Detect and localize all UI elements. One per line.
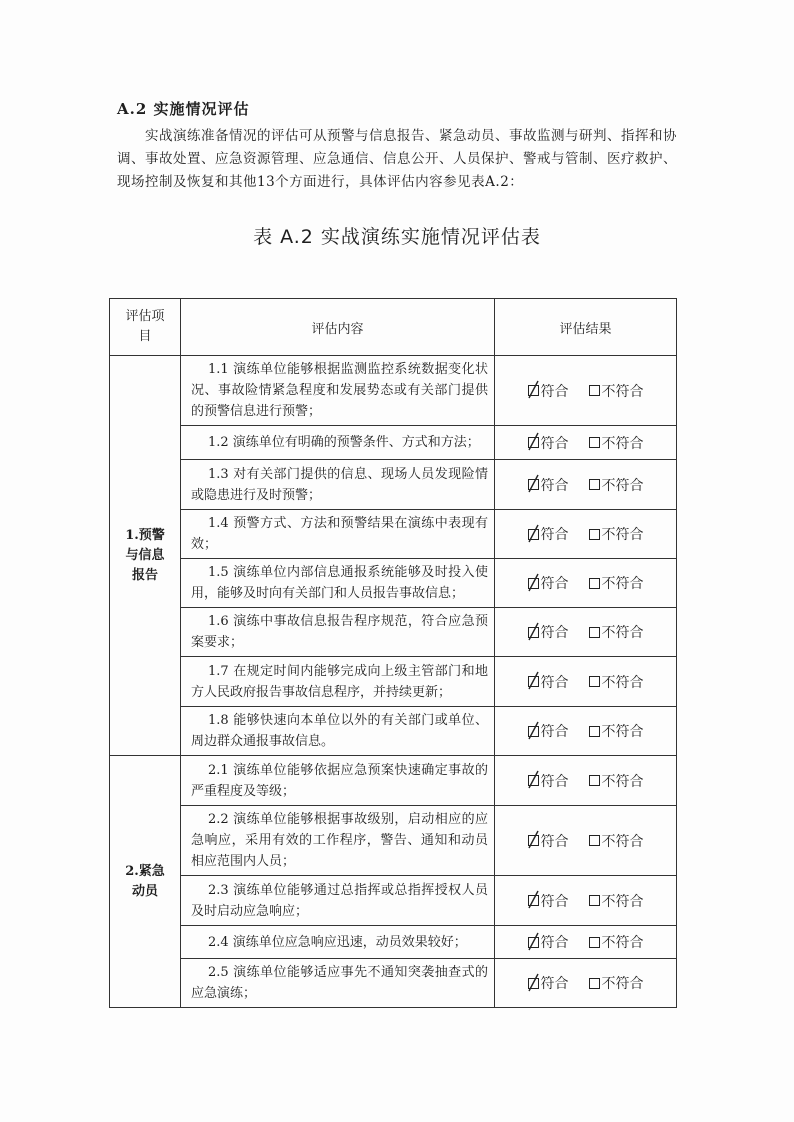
checkbox-icon: [589, 627, 600, 638]
checkbox-fail[interactable]: [589, 721, 644, 741]
option-pass-label: 符合: [540, 893, 569, 910]
criterion-text: 1.2 演练单位有明确的预警条件、方式和方法；: [181, 426, 495, 460]
table-header-row: [110, 299, 677, 356]
checkbox-icon: [528, 437, 539, 448]
table-row: [110, 926, 677, 959]
checkbox-fail[interactable]: [589, 524, 644, 544]
result-cell: [495, 460, 677, 510]
criterion-text: 1.1 演练单位能够根据监测监控系统数据变化状况、事故险情紧急程度和发展势态或有关部门提供的预警信息进行预警；: [181, 356, 495, 426]
checkbox-pass[interactable]: [528, 721, 569, 741]
check-mark-icon: [526, 973, 542, 993]
result-cell: [495, 756, 677, 806]
checkbox-fail[interactable]: [589, 573, 644, 593]
option-pass-label: 符合: [540, 724, 569, 740]
option-fail-label: 不符合: [601, 935, 644, 951]
checkbox-pass[interactable]: [528, 771, 569, 791]
table-row: [110, 559, 677, 608]
checkbox-icon: [589, 676, 600, 687]
option-pass-label: 符合: [540, 383, 569, 400]
check-mark-icon: [526, 770, 542, 790]
check-mark-icon: [526, 721, 542, 741]
table-row: [110, 707, 677, 756]
checkbox-icon: [589, 437, 600, 448]
criterion-text: 2.3 演练单位能够通过总指挥或总指挥授权人员及时启动应急响应；: [181, 876, 495, 926]
criterion-text: 2.2 演练单位能够根据事故级别，启动相应的应急响应，采用有效的工作程序，警告、通知和动员相应范围内人员；: [181, 806, 495, 876]
checkbox-icon: [528, 775, 539, 786]
checkbox-pass[interactable]: [528, 672, 569, 692]
result-cell: [495, 356, 677, 426]
option-pass-label: 符合: [540, 435, 569, 452]
option-pass-label: 符合: [540, 527, 569, 543]
check-mark-icon: [526, 932, 542, 952]
evaluation-table: [109, 298, 677, 1008]
result-cell: [495, 707, 677, 756]
check-mark-icon: [526, 671, 542, 691]
result-cell: [495, 959, 677, 1008]
checkbox-fail[interactable]: [589, 831, 644, 851]
checkbox-icon: [528, 385, 539, 396]
checkbox-pass[interactable]: [528, 573, 569, 593]
criterion-text: 2.5 演练单位能够适应事先不通知突袭抽查式的应急演练；: [181, 959, 495, 1008]
table-row: [110, 806, 677, 876]
check-mark-icon: [526, 573, 542, 593]
criterion-text: 1.7 在规定时间内能够完成向上级主管部门和地方人民政府报告事故信息程序，并持续更新；: [181, 657, 495, 707]
checkbox-fail[interactable]: [589, 672, 644, 692]
table-row: [110, 510, 677, 559]
checkbox-icon: [528, 835, 539, 846]
criterion-text: 2.4 演练单位应急响应迅速，动员效果较好；: [181, 926, 495, 959]
checkbox-icon: [589, 937, 600, 948]
table-title: 表 A.2 实战演练实施情况评估表: [253, 226, 541, 248]
checkbox-icon: [528, 726, 539, 737]
checkbox-icon: [528, 578, 539, 589]
check-mark-icon: [526, 432, 542, 452]
check-mark-icon: [526, 622, 542, 642]
checkbox-fail[interactable]: [589, 433, 644, 453]
checkbox-pass[interactable]: [528, 622, 569, 642]
option-fail-label: 不符合: [601, 383, 644, 400]
option-pass-label: 符合: [540, 477, 569, 494]
option-pass-label: 符合: [540, 833, 569, 850]
checkbox-icon: [528, 895, 539, 906]
checkbox-icon: [589, 895, 600, 906]
group-label: [110, 356, 181, 756]
checkbox-icon: [589, 529, 600, 540]
option-fail-label: 不符合: [601, 527, 644, 543]
group-label: [110, 756, 181, 1008]
result-cell: [495, 926, 677, 959]
criterion-text: 1.4 预警方式、方法和预警结果在演练中表现有效；: [181, 510, 495, 559]
table-row: [110, 756, 677, 806]
checkbox-icon: [589, 578, 600, 589]
option-fail-label: 不符合: [601, 477, 644, 494]
checkbox-pass[interactable]: [528, 524, 569, 544]
result-cell: [495, 657, 677, 707]
result-cell: [495, 806, 677, 876]
header-item: 评估项目: [110, 299, 181, 356]
criterion-text: 1.6 演练中事故信息报告程序规范，符合应急预案要求；: [181, 608, 495, 657]
checkbox-icon: [528, 676, 539, 687]
checkbox-icon: [589, 479, 600, 490]
option-pass-label: 符合: [540, 773, 569, 790]
option-pass-label: 符合: [540, 935, 569, 951]
checkbox-fail[interactable]: [589, 771, 644, 791]
checkbox-icon: [589, 978, 600, 989]
checkbox-icon: [528, 529, 539, 540]
result-cell: [495, 876, 677, 926]
result-cell: [495, 510, 677, 559]
checkbox-icon: [589, 385, 600, 396]
checkbox-icon: [528, 627, 539, 638]
checkbox-icon: [528, 479, 539, 490]
table-row: [110, 460, 677, 510]
table-row: [110, 657, 677, 707]
checkbox-pass[interactable]: [528, 973, 569, 993]
option-pass-label: 符合: [540, 976, 569, 992]
check-mark-icon: [526, 524, 542, 544]
result-cell: [495, 426, 677, 460]
option-fail-label: 不符合: [601, 833, 644, 850]
table-row: [110, 959, 677, 1008]
option-pass-label: 符合: [540, 625, 569, 641]
checkbox-pass[interactable]: [528, 891, 569, 911]
section-heading: A.2 实施情况评估: [117, 100, 250, 118]
checkbox-fail[interactable]: [589, 932, 644, 952]
intro-paragraph: 实战演练准备情况的评估可从预警与信息报告、紧急动员、事故监测与研判、指挥和协调、事故处置、应急资源管理、应急通信、信息公开、人员保护、警戒与管制、医疗救护、现场控制及恢复和其他13个方面进行，具体评估内容参见表A.2：: [117, 128, 677, 190]
table-row: [110, 356, 677, 426]
check-mark-icon: [526, 380, 542, 400]
option-pass-label: 符合: [540, 576, 569, 592]
option-fail-label: 不符合: [601, 893, 644, 910]
criterion-text: 1.8 能够快速向本单位以外的有关部门或单位、周边群众通报事故信息。: [181, 707, 495, 756]
check-mark-icon: [526, 474, 542, 494]
checkbox-icon: [589, 726, 600, 737]
checkbox-pass[interactable]: [528, 475, 569, 495]
checkbox-pass[interactable]: [528, 831, 569, 851]
option-fail-label: 不符合: [601, 976, 644, 992]
checkbox-pass[interactable]: [528, 381, 569, 401]
checkbox-fail[interactable]: [589, 475, 644, 495]
criterion-text: 1.5 演练单位内部信息通报系统能够及时投入使用，能够及时向有关部门和人员报告事故信息；: [181, 559, 495, 608]
option-fail-label: 不符合: [601, 724, 644, 740]
checkbox-fail[interactable]: [589, 973, 644, 993]
checkbox-fail[interactable]: [589, 891, 644, 911]
option-fail-label: 不符合: [601, 576, 644, 592]
checkbox-fail[interactable]: [589, 381, 644, 401]
option-fail-label: 不符合: [601, 674, 644, 691]
checkbox-icon: [589, 835, 600, 846]
result-cell: [495, 608, 677, 657]
group-label-text: 1.预警与信息报告: [125, 527, 165, 583]
option-fail-label: 不符合: [601, 435, 644, 452]
table-row: [110, 876, 677, 926]
checkbox-icon: [528, 978, 539, 989]
group-label-text: 2.紧急动员: [125, 863, 165, 899]
header-result: 评估结果: [495, 299, 677, 356]
header-content: 评估内容: [181, 299, 495, 356]
checkbox-pass[interactable]: [528, 932, 569, 952]
check-mark-icon: [526, 830, 542, 850]
checkbox-fail[interactable]: [589, 622, 644, 642]
criterion-text: 2.1 演练单位能够依据应急预案快速确定事故的严重程度及等级；: [181, 756, 495, 806]
checkbox-icon: [528, 937, 539, 948]
result-cell: [495, 559, 677, 608]
checkbox-icon: [589, 775, 600, 786]
option-fail-label: 不符合: [601, 625, 644, 641]
option-fail-label: 不符合: [601, 773, 644, 790]
checkbox-pass[interactable]: [528, 433, 569, 453]
table-row: [110, 426, 677, 460]
option-pass-label: 符合: [540, 674, 569, 691]
table-row: [110, 608, 677, 657]
criterion-text: 1.3 对有关部门提供的信息、现场人员发现险情或隐患进行及时预警；: [181, 460, 495, 510]
check-mark-icon: [526, 890, 542, 910]
